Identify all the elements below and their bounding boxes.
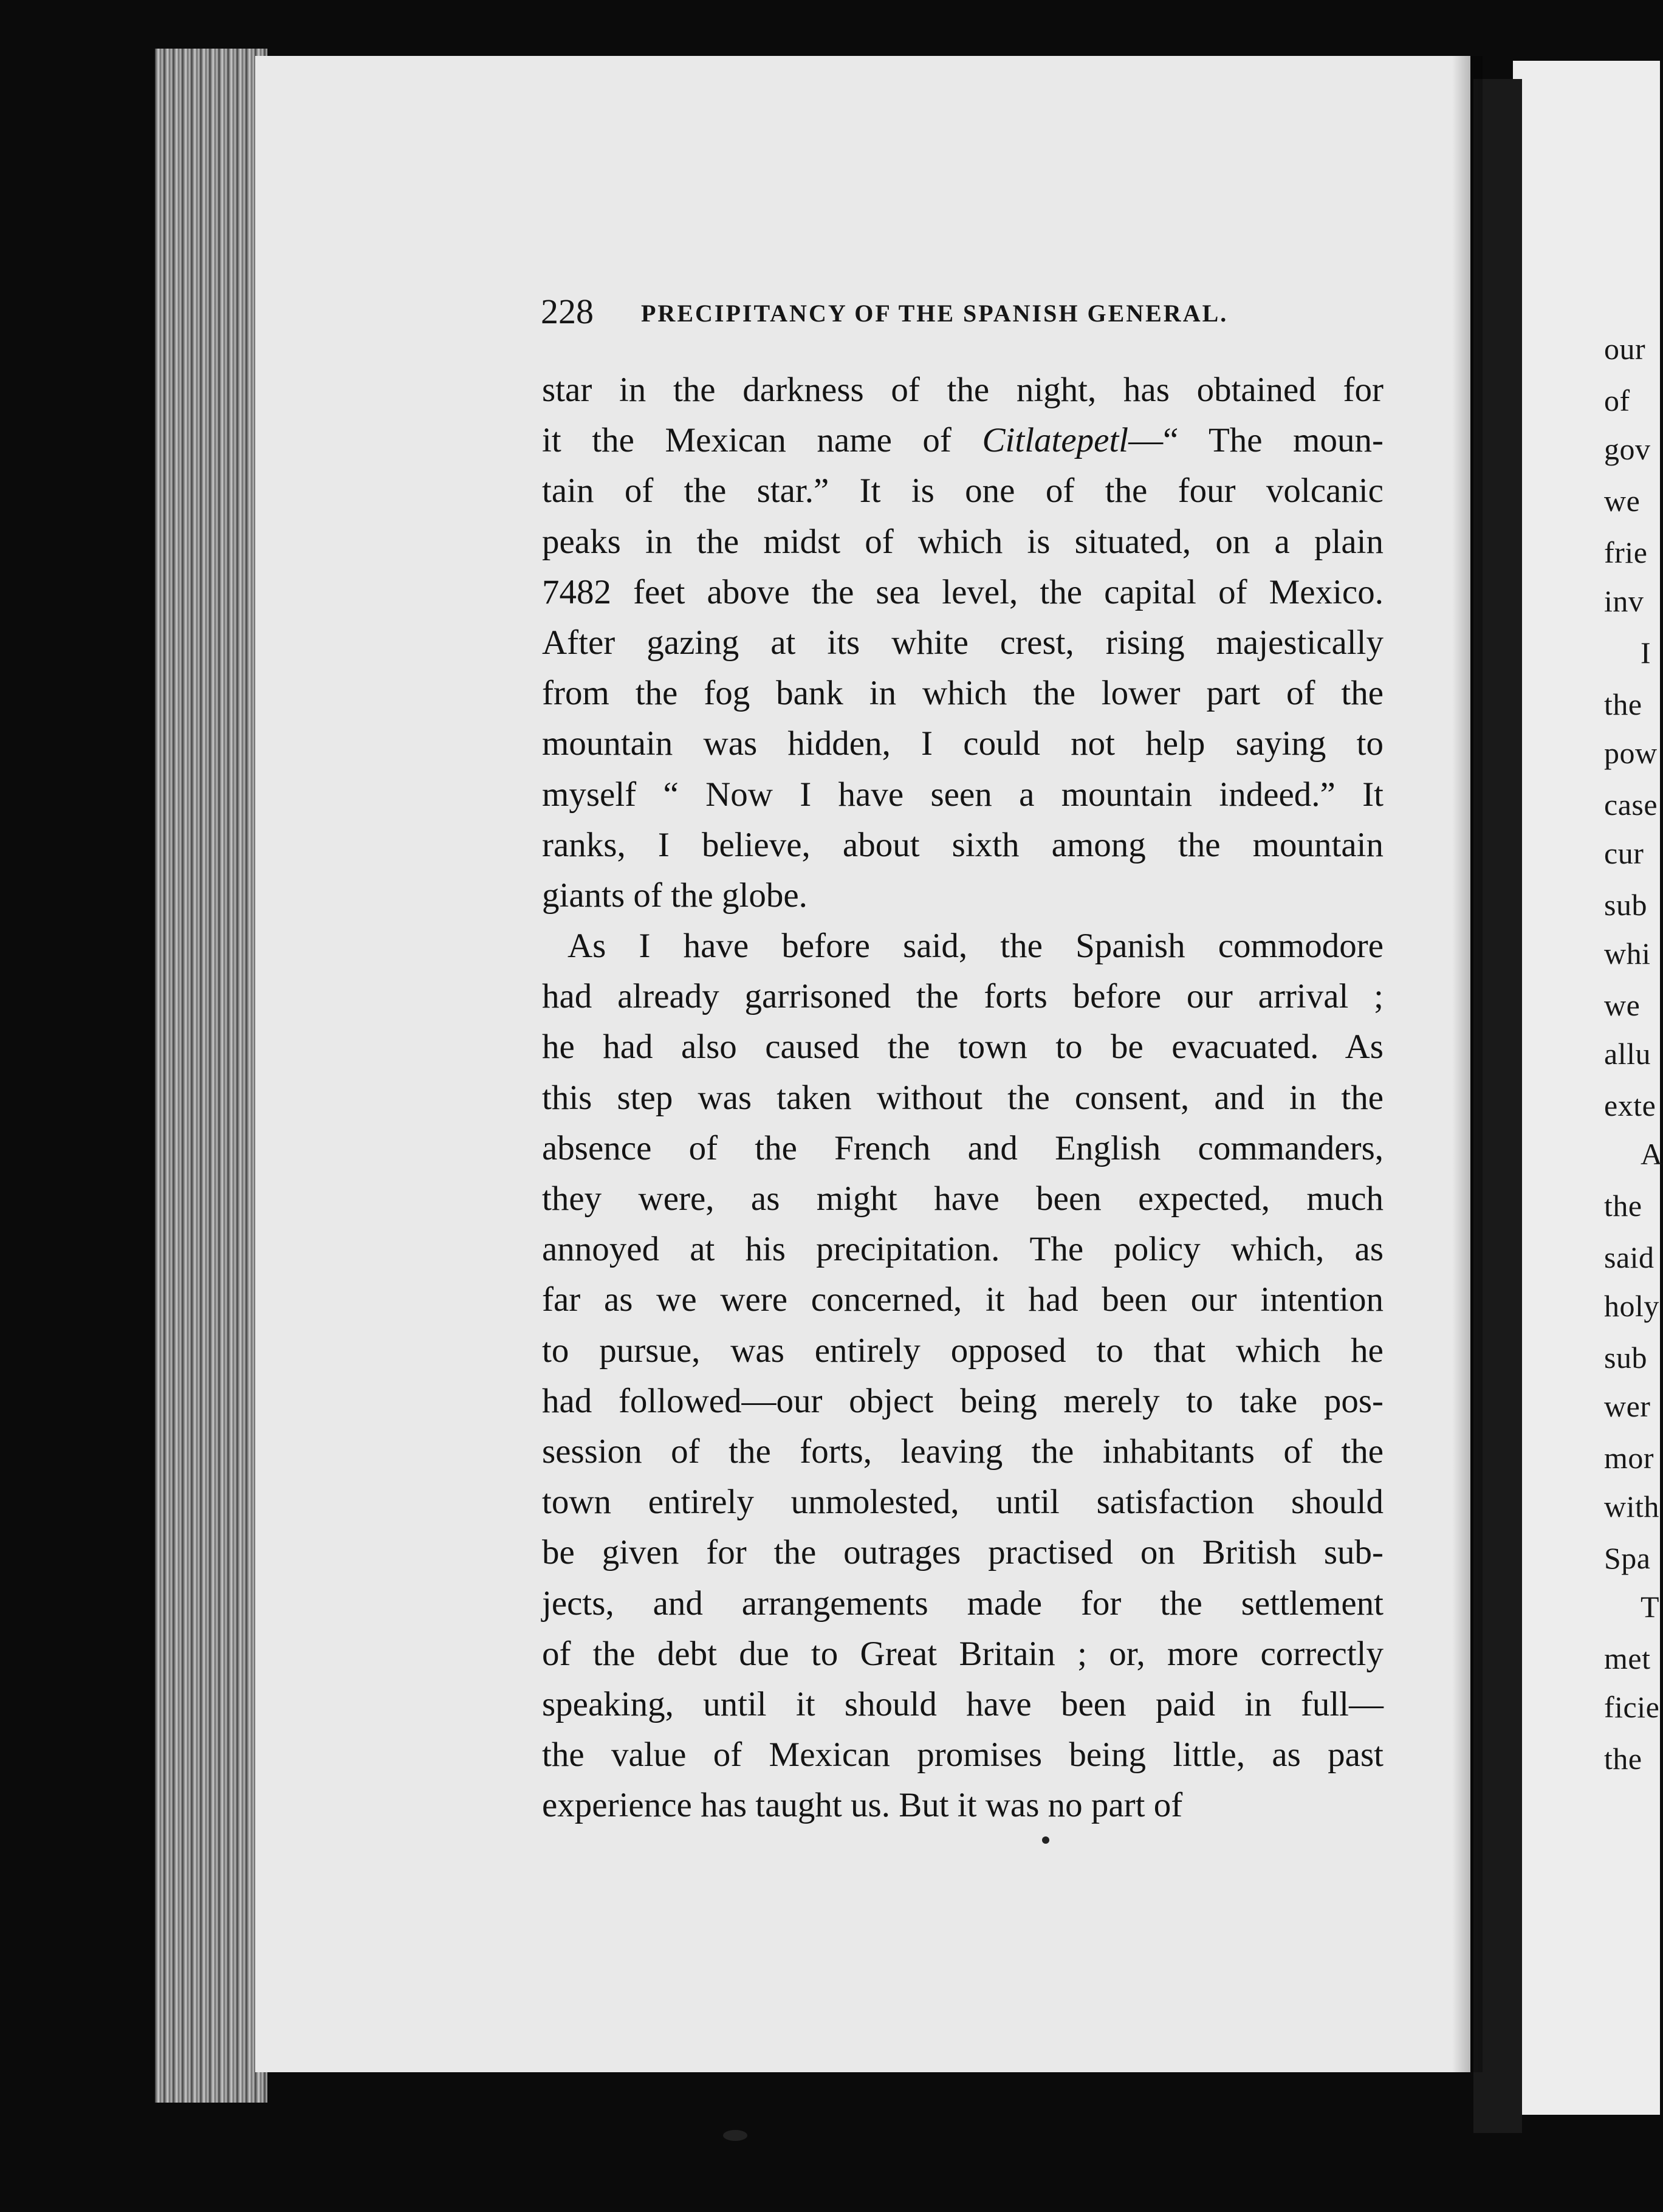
facing-page-fragment: the bbox=[1604, 687, 1642, 721]
text-line: ranks, I believe, about sixth among the mountain bbox=[542, 825, 1384, 864]
text-line: jects, and arrangements made for the settlement bbox=[542, 1584, 1384, 1623]
text-line: far as we were concerned, it had been our intention bbox=[542, 1280, 1384, 1319]
text-line: to pursue, was entirely opposed to that which he bbox=[542, 1331, 1384, 1370]
ink-speck bbox=[723, 2130, 747, 2141]
facing-page-fragment: sub bbox=[1604, 888, 1647, 922]
text-line: he had also caused the town to be evacuated. As bbox=[542, 1028, 1384, 1066]
facing-page-fragment: exte bbox=[1604, 1088, 1656, 1122]
facing-page-fragment: met bbox=[1604, 1641, 1651, 1675]
text-line: session of the forts, leaving the inhabitants of the bbox=[542, 1432, 1384, 1471]
text-line: speaking, until it should have been paid in full— bbox=[542, 1685, 1384, 1723]
text-line: mountain was hidden, I could not help saying to bbox=[542, 724, 1384, 763]
text-line: absence of the French and English commanders, bbox=[542, 1128, 1384, 1167]
text-line: myself “ Now I have seen a mountain indeed.” It bbox=[542, 775, 1384, 814]
text-line: star in the darkness of the night, has obtained for bbox=[542, 371, 1384, 409]
facing-page-fragment: A bbox=[1641, 1137, 1663, 1171]
text-line: had already garrisoned the forts before our arrival ; bbox=[542, 977, 1384, 1016]
facing-page-fragment: allu bbox=[1604, 1037, 1651, 1071]
facing-page-fragment: wer bbox=[1604, 1389, 1651, 1423]
text-line: this step was taken without the consent, and in the bbox=[542, 1078, 1384, 1117]
facing-page-fragment: pow bbox=[1604, 736, 1658, 770]
facing-page-fragment: whi bbox=[1604, 936, 1651, 970]
facing-page-fragment: with bbox=[1604, 1489, 1659, 1523]
text-line: giants of the globe. bbox=[542, 876, 807, 915]
facing-page-fragment: of bbox=[1604, 383, 1630, 417]
page-edges bbox=[155, 49, 267, 2103]
text-line: After gazing at its white crest, rising majestically bbox=[542, 623, 1384, 662]
text-line: 7482 feet above the sea level, the capital of Mexico. bbox=[542, 572, 1384, 611]
text-line: they were, as might have been expected, much bbox=[542, 1180, 1384, 1218]
facing-page-fragment: ficie bbox=[1604, 1690, 1660, 1724]
facing-page bbox=[1513, 61, 1663, 2115]
facing-page-fragment: holy bbox=[1604, 1289, 1659, 1323]
text-line: the value of Mexican promises being little, as past bbox=[542, 1736, 1384, 1774]
facing-page-fragment: the bbox=[1604, 1189, 1642, 1223]
facing-page-fragment: sub bbox=[1604, 1341, 1647, 1375]
facing-page-fragment: cur bbox=[1604, 836, 1644, 870]
italic-name: Citlatepetl bbox=[982, 421, 1129, 460]
body-text bbox=[542, 365, 1384, 1830]
facing-page-fragment: we bbox=[1604, 988, 1641, 1022]
running-head bbox=[541, 290, 1385, 333]
facing-page-fragment: gov bbox=[1604, 432, 1651, 466]
facing-page-fragment: our bbox=[1604, 332, 1646, 366]
facing-page-fragment: we bbox=[1604, 484, 1641, 518]
facing-page-fragment: the bbox=[1604, 1742, 1642, 1776]
text-line: be given for the outrages practised on British sub- bbox=[542, 1533, 1384, 1572]
facing-page-fragment: I bbox=[1641, 636, 1651, 670]
text-line: town entirely unmolested, until satisfaction should bbox=[542, 1483, 1384, 1522]
facing-page-fragment: inv bbox=[1604, 584, 1644, 618]
page-number: 228 bbox=[541, 292, 594, 331]
facing-page-fragment: Spa bbox=[1604, 1541, 1651, 1575]
ink-speck bbox=[1042, 1836, 1049, 1844]
text-line: it the Mexican name of Citlatepetl—“ The moun- bbox=[542, 421, 1384, 460]
facing-page-fragment: T bbox=[1641, 1590, 1660, 1624]
page-shadow bbox=[1452, 56, 1483, 2072]
facing-page-fragment: case bbox=[1604, 788, 1658, 822]
text-line: experience has taught us. But it was no part of bbox=[542, 1786, 1183, 1825]
facing-page-fragment: frie bbox=[1604, 535, 1648, 569]
facing-page-fragment: mor bbox=[1604, 1441, 1654, 1475]
text-line: tain of the star.” It is one of the four volcanic bbox=[542, 472, 1384, 510]
text-line: peaks in the midst of which is situated, on a plain bbox=[542, 522, 1384, 561]
text-line: annoyed at his precipitation. The policy which, as bbox=[542, 1230, 1384, 1269]
running-head-title: PRECIPITANCY OF THE SPANISH GENERAL. bbox=[641, 300, 1229, 327]
text-line: As I have before said, the Spanish commodore bbox=[567, 927, 1384, 966]
text-line: of the debt due to Great Britain ; or, more correctly bbox=[542, 1634, 1384, 1673]
text-line: from the fog bank in which the lower part of the bbox=[542, 674, 1384, 713]
text-line: had followed—our object being merely to take pos- bbox=[542, 1381, 1384, 1420]
facing-page-fragment: said bbox=[1604, 1240, 1654, 1274]
